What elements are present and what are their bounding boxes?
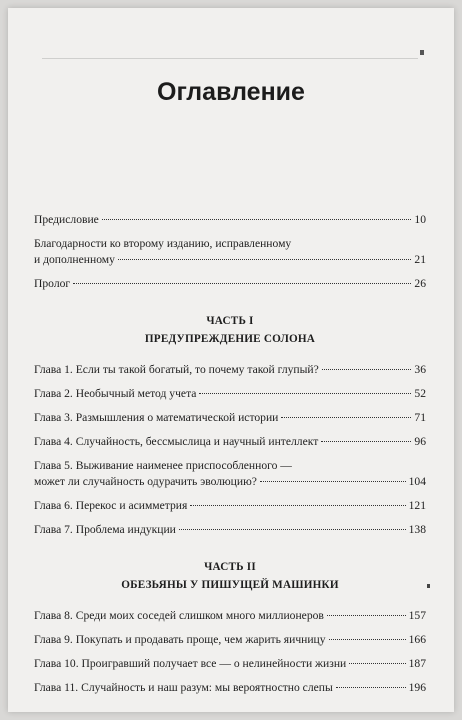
toc-entry-text: Глава 7. Проблема индукции: [34, 523, 176, 536]
leader-dots: [281, 417, 411, 418]
toc-page-number: 71: [414, 411, 426, 424]
leader-dots: [349, 663, 405, 664]
toc-entry-text: Глава 5. Выживание наименее приспособленного —: [34, 459, 292, 472]
toc-entry-text: Глава 3. Размышления о математической истории: [34, 411, 279, 424]
toc-page-number: 121: [408, 499, 426, 512]
toc-entry-preface[interactable]: [34, 212, 426, 228]
toc-entry-text: Глава 6. Перекос и асимметрия: [34, 499, 188, 512]
leader-dots: [322, 369, 412, 370]
toc-page-number: 104: [408, 475, 426, 488]
toc-entry-chapter-3[interactable]: [34, 410, 426, 426]
toc-entry-text: Глава 2. Необычный метод учета: [34, 387, 197, 400]
part-number: ЧАСТЬ II: [204, 561, 256, 573]
toc-entry-text: Пролог: [34, 277, 71, 290]
toc-entry-prologue[interactable]: [34, 276, 426, 292]
table-of-contents: [34, 212, 426, 704]
page-edge-mark: [427, 584, 430, 588]
part-number: ЧАСТЬ I: [206, 315, 254, 327]
leader-dots: [118, 259, 412, 260]
toc-entry-text: Глава 8. Среди моих соседей слишком много миллионеров: [34, 609, 324, 622]
toc-page-number: 10: [414, 213, 426, 226]
toc-entry-text: Благодарности ко второму изданию, исправленному: [34, 237, 292, 250]
leader-dots: [260, 481, 406, 482]
toc-entry-chapter-6[interactable]: [34, 498, 426, 514]
part-title: ПРЕДУПРЕЖДЕНИЕ СОЛОНА: [144, 333, 316, 345]
leader-dots: [102, 219, 412, 220]
toc-page-number: 21: [414, 253, 426, 266]
toc-entry-text-continued: может ли случайность одурачить эволюцию?: [34, 475, 257, 488]
toc-entry-text: Глава 9. Покупать и продавать проще, чем жарить яичницу: [34, 633, 326, 646]
toc-page-number: 166: [408, 633, 426, 646]
toc-entry-text-continued: и дополненному: [34, 253, 115, 266]
leader-dots: [321, 441, 411, 442]
book-page: [8, 8, 454, 712]
leader-dots: [190, 505, 405, 506]
header-rule: [42, 58, 418, 59]
toc-entry-chapter-2[interactable]: [34, 386, 426, 402]
toc-entry-acknowledgements[interactable]: [34, 236, 426, 268]
toc-entry-chapter-5[interactable]: [34, 458, 426, 490]
toc-entry-text: Глава 10. Проигравший получает все — о нелинейности жизни: [34, 657, 347, 670]
leader-dots: [336, 687, 406, 688]
toc-entry-chapter-7[interactable]: [34, 522, 426, 538]
leader-dots: [329, 639, 406, 640]
toc-page-number: 36: [414, 363, 426, 376]
toc-page-number: 157: [408, 609, 426, 622]
toc-page-number: 96: [414, 435, 426, 448]
toc-page-number: 26: [414, 277, 426, 290]
toc-page-number: 187: [408, 657, 426, 670]
toc-entry-chapter-1[interactable]: [34, 362, 426, 378]
toc-entry-chapter-10[interactable]: [34, 656, 426, 672]
toc-entry-text: Глава 1. Если ты такой богатый, то почему такой глупый?: [34, 363, 319, 376]
toc-entry-chapter-9[interactable]: [34, 632, 426, 648]
toc-page-number: 138: [408, 523, 426, 536]
toc-entry-chapter-4[interactable]: [34, 434, 426, 450]
toc-entry-text: Глава 11. Случайность и наш разум: мы вероятностно слепы: [34, 681, 333, 694]
part-title: ОБЕЗЬЯНЫ У ПИШУЩЕЙ МАШИНКИ: [121, 579, 339, 591]
toc-entry-chapter-8[interactable]: [34, 608, 426, 624]
leader-dots: [327, 615, 406, 616]
page-corner-mark: [420, 50, 424, 55]
toc-page-number: 52: [414, 387, 426, 400]
toc-entry-chapter-11[interactable]: [34, 680, 426, 696]
leader-dots: [73, 283, 411, 284]
leader-dots: [199, 393, 411, 394]
leader-dots: [179, 529, 406, 530]
toc-entry-text: Глава 4. Случайность, бессмыслица и научный интеллект: [34, 435, 319, 448]
page-title: Оглавление: [157, 78, 305, 106]
toc-entry-text: Предисловие: [34, 213, 99, 226]
toc-page-number: 196: [408, 681, 426, 694]
